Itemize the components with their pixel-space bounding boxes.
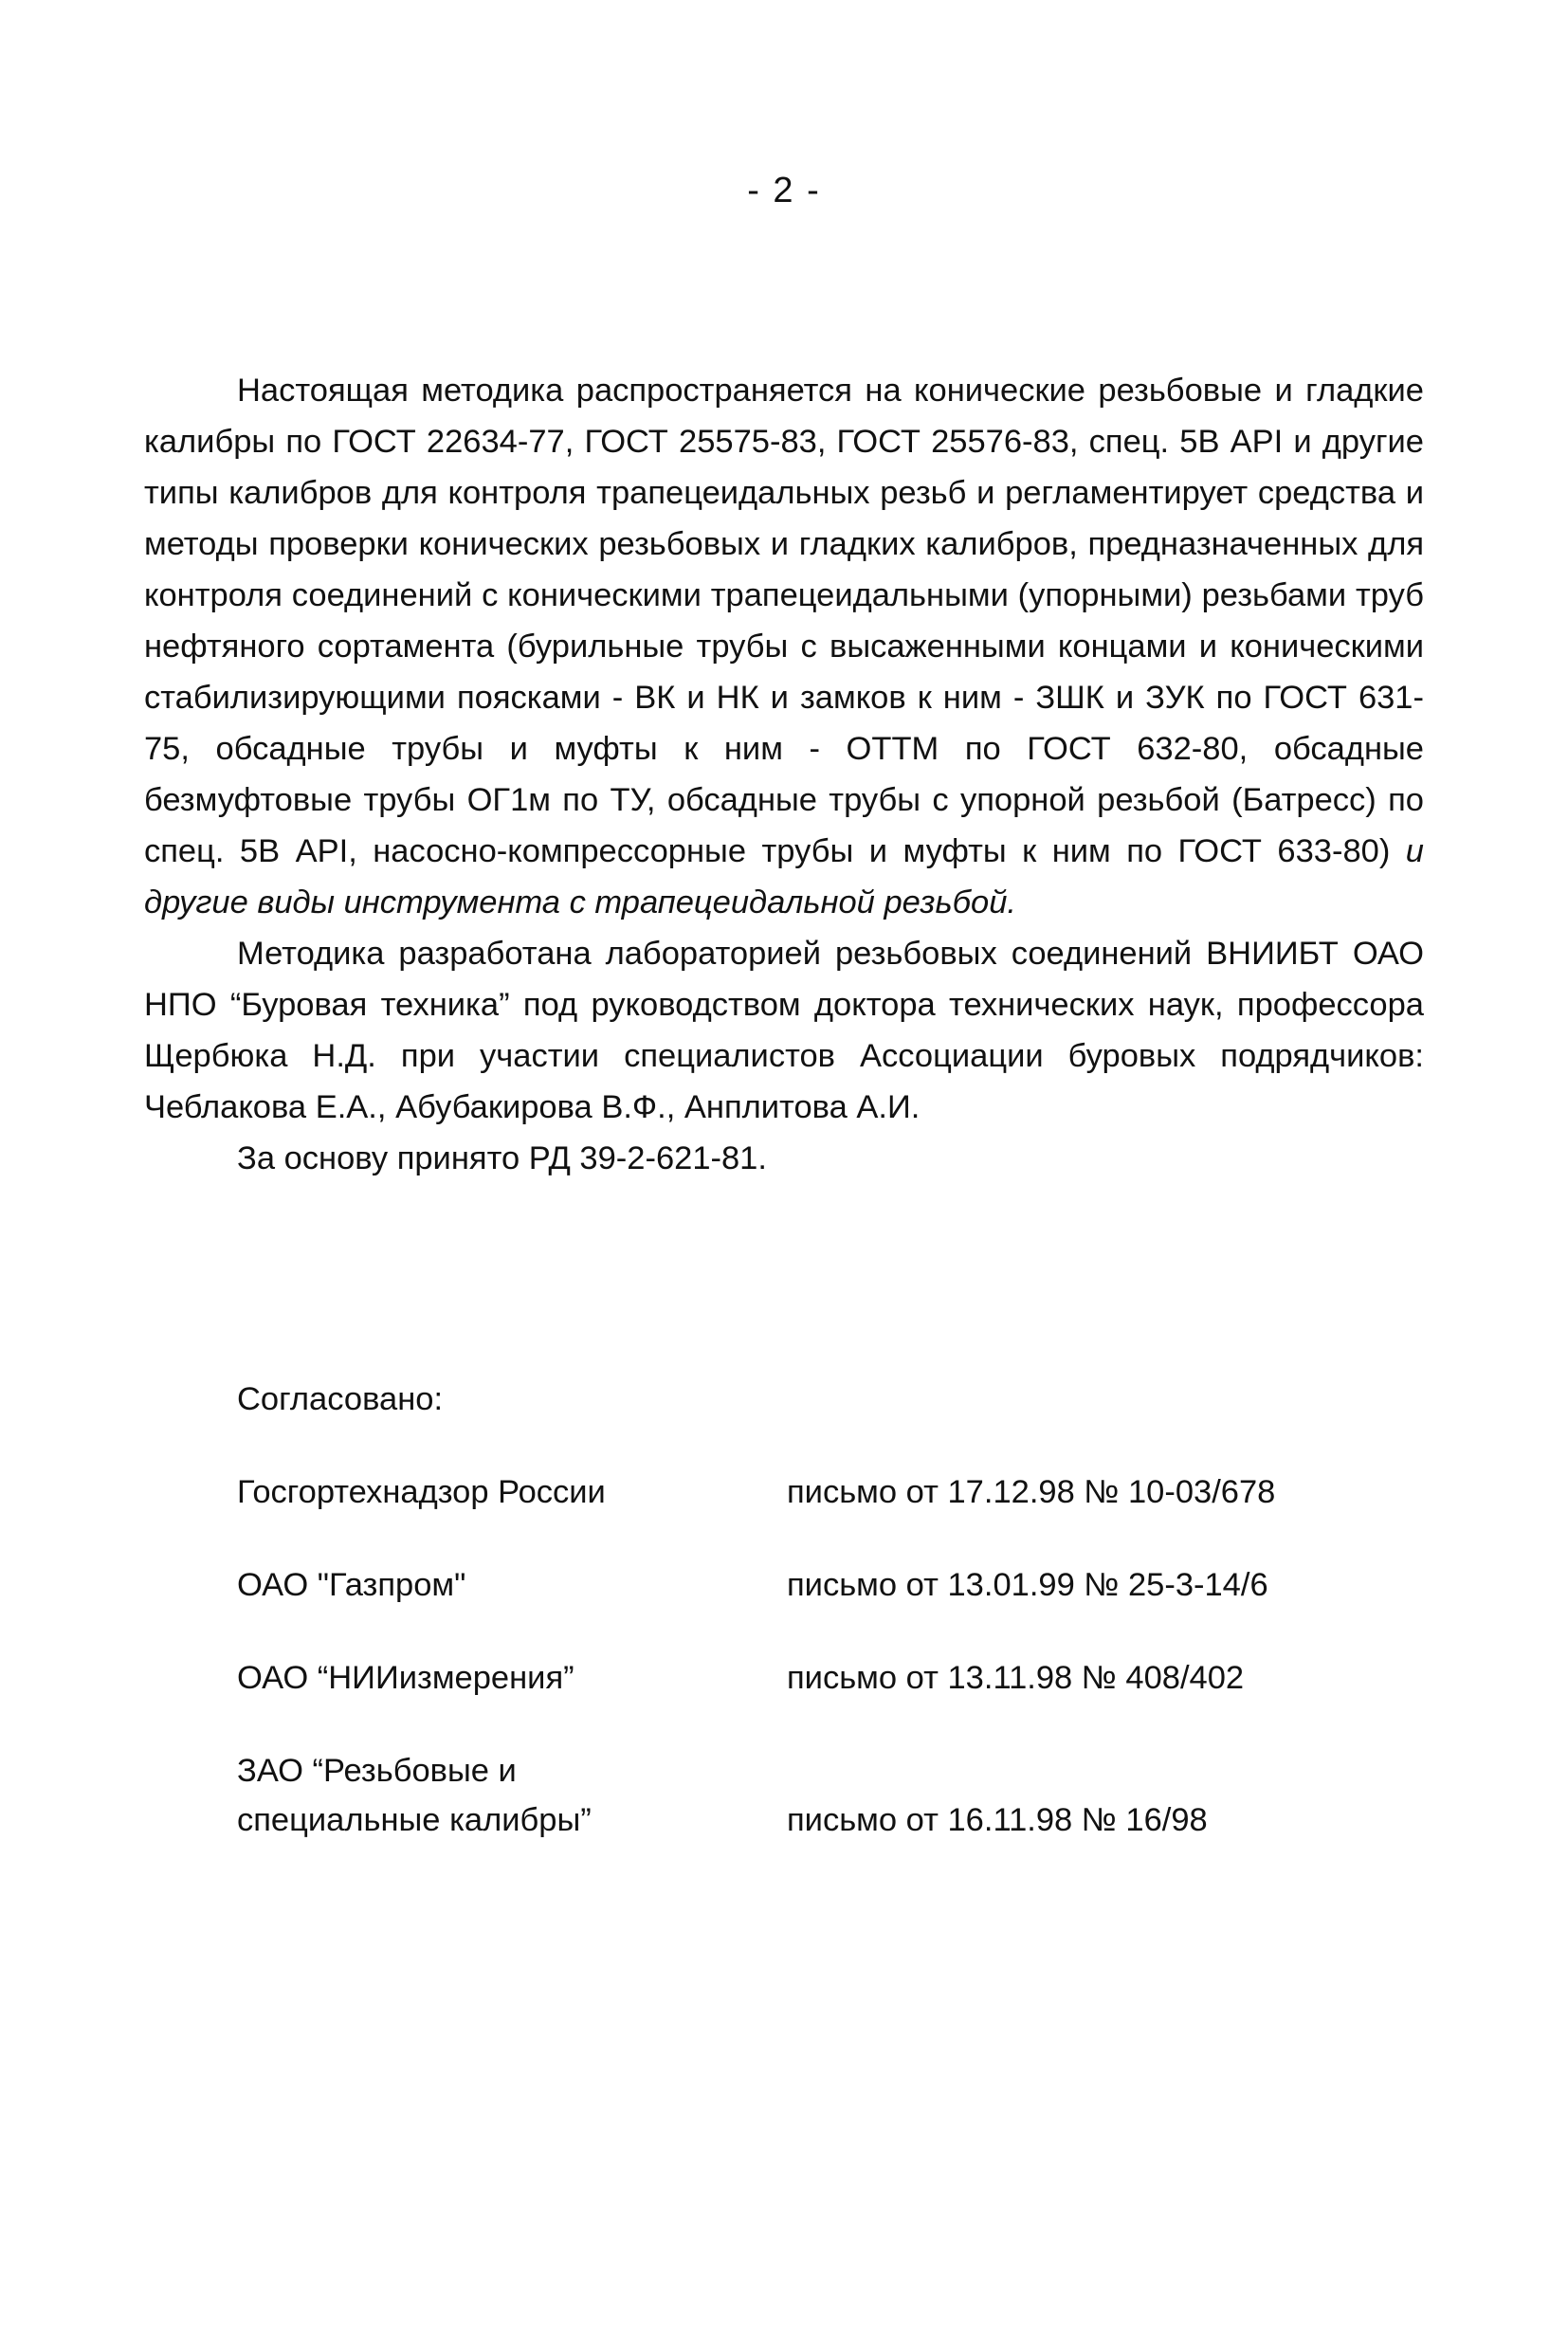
approval-section <box>237 1375 1422 1888</box>
intro-paragraph <box>144 365 1424 928</box>
development-paragraph: Методика разработана лабораторией резьбовых соединений ВНИИБТ ОАО НПО “Буровая техника” под руководством доктора технических наук, профессора Щербюка Н.Д. при участии специалистов Ассоциации буровых подрядчиков: Чеблакова Е.А., Абубакирова В.Ф., Анплитова А.И. <box>144 936 1424 1125</box>
approval-letter: письмо от 13.11.98 № 408/402 <box>787 1660 1245 1696</box>
page-number: - 2 - <box>747 171 821 210</box>
document-body <box>144 365 1424 1184</box>
approval-row <box>237 1467 1422 1517</box>
approval-row <box>237 1560 1422 1610</box>
approval-organization: Госгортехнадзор России <box>237 1474 606 1510</box>
approval-row <box>237 1653 1422 1703</box>
intro-text: Настоящая методика распространяется на конические резьбовые и гладкие калибры по ГОСТ 22634-77, ГОСТ 25575-83, ГОСТ 25576-83, спец. 5В API и другие типы калибров для контроля трапецеидальных резьб и регламентирует средства и методы проверки конических резьбовых и гладких калибров, предназначенных для контроля соединений с коническими трапецеидальными (упорными) резьбами труб нефтяного сортамента (бурильные трубы с высаженными концами и коническими стабилизирующими поясками - ВК и НК и замков к ним - ЗШК и ЗУК по ГОСТ 631-75, обсадные трубы и муфты к ним - ОТТМ по ГОСТ 632-80, обсадные безмуфтовые трубы ОГ1м по ТУ, обсадные трубы с упорной резьбой (Батресс) по спец. 5В API, насосно-компрессорные трубы и муфты к ним по ГОСТ 633-80) <box>144 373 1424 869</box>
approval-organization: ОАО “НИИизмерения” <box>237 1660 574 1696</box>
approval-letter: письмо от 17.12.98 № 10-03/678 <box>787 1474 1276 1510</box>
basis-paragraph: За основу принято РД 39-2-621-81. <box>237 1140 767 1176</box>
approval-letter: письмо от 16.11.98 № 16/98 <box>787 1802 1208 1838</box>
approval-title: Согласовано: <box>237 1381 444 1417</box>
approval-organization: ОАО "Газпром" <box>237 1567 466 1603</box>
approval-letter: письмо от 13.01.99 № 25-3-14/6 <box>787 1567 1268 1603</box>
intro-italic-text: и другие виды инструмента с трапецеидальной резьбой. <box>144 833 1424 920</box>
approval-row <box>237 1746 1422 1845</box>
approval-organization: ЗАО “Резьбовые и специальные калибры” <box>237 1753 592 1838</box>
